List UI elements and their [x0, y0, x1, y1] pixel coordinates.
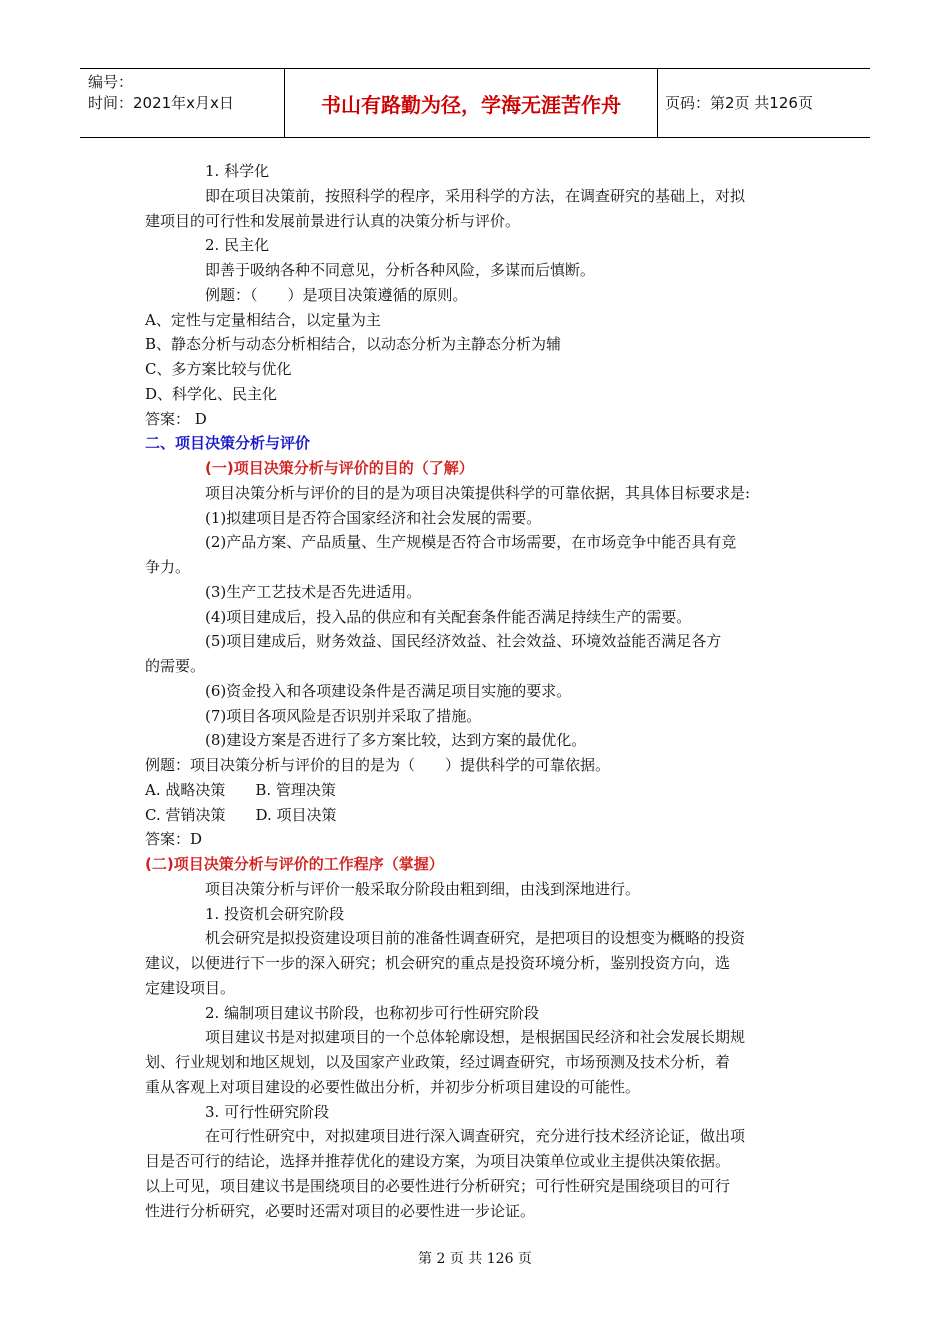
text-line: D、科学化、民主化 — [145, 385, 278, 403]
text-line: 在可行性研究中，对拟建项目进行深入调查研究，充分进行技术经济论证，做出项 — [205, 1127, 746, 1145]
page-header — [80, 68, 870, 138]
text-line: (6)资金投入和各项建设条件是否满足项目实施的要求。 — [205, 682, 572, 700]
text-line: 重从客观上对项目建设的必要性做出分析，并初步分析项目建设的可能性。 — [145, 1078, 641, 1096]
section-heading: (一)项目决策分析与评价的目的（了解） — [205, 459, 474, 477]
text-line: B、静态分析与动态分析相结合，以动态分析为主静态分析为辅 — [145, 335, 562, 353]
date-label: 时间：2021年x月x日 — [88, 94, 234, 112]
header-divider — [284, 69, 285, 137]
text-line: (7)项目各项风险是否识别并采取了措施。 — [205, 707, 482, 725]
text-line: 1. 投资机会研究阶段 — [205, 905, 345, 923]
text-line: 项目建议书是对拟建项目的一个总体轮廓设想，是根据国民经济和社会发展长期规 — [205, 1028, 746, 1046]
text-line: 2. 民主化 — [205, 236, 270, 254]
header-divider — [657, 69, 658, 137]
header-page-number: 页码：第2页 共126页 — [665, 94, 813, 112]
text-line: 例题：（ ）是项目决策遵循的原则。 — [205, 286, 468, 304]
text-line: 以上可见，项目建议书是围绕项目的必要性进行分析研究；可行性研究是围绕项目的可行 — [145, 1177, 731, 1195]
text-line: (5)项目建成后，财务效益、国民经济效益、社会效益、环境效益能否满足各方 — [205, 632, 722, 650]
text-line: 性进行分析研究，必要时还需对项目的必要性进一步论证。 — [145, 1202, 536, 1220]
text-line: 机会研究是拟投资建设项目前的准备性调查研究，是把项目的设想变为概略的投资 — [205, 929, 746, 947]
text-line: 即善于吸纳各种不同意见，分析各种风险，多谋而后慎断。 — [205, 261, 596, 279]
text-line: 答案： D — [145, 410, 207, 428]
text-line: 划、行业规划和地区规划，以及国家产业政策，经过调查研究，市场预测及技术分析，着 — [145, 1053, 731, 1071]
text-line: 项目决策分析与评价一般采取分阶段由粗到细，由浅到深地进行。 — [205, 880, 641, 898]
text-line: 建议，以便进行下一步的深入研究；机会研究的重点是投资环境分析，鉴别投资方向，选 — [145, 954, 731, 972]
text-line: (8)建设方案是否进行了多方案比较，达到方案的最优化。 — [205, 731, 587, 749]
header-meta — [88, 72, 284, 114]
section-heading: 二、项目决策分析与评价 — [145, 434, 311, 452]
text-line: 的需要。 — [145, 657, 206, 675]
header-motto: 书山有路勤为径，学海无涯苦作舟 — [321, 93, 621, 117]
text-line: 例题：项目决策分析与评价的目的是为（ ）提供科学的可靠依据。 — [145, 756, 611, 774]
text-line: (1)拟建项目是否符合国家经济和社会发展的需要。 — [205, 509, 542, 527]
section-heading: (二)项目决策分析与评价的工作程序（掌握） — [145, 855, 444, 873]
text-line: (3)生产工艺技术是否先进适用。 — [205, 583, 422, 601]
text-line: 建项目的可行性和发展前景进行认真的决策分析与评价。 — [145, 212, 521, 230]
code-label: 编号： — [88, 73, 134, 91]
text-line: (2)产品方案、产品质量、生产规模是否符合市场需要，在市场竞争中能否具有竞 — [205, 533, 737, 551]
text-line: C、多方案比较与优化 — [145, 360, 292, 378]
text-line: 定建设项目。 — [145, 979, 236, 997]
page-footer: 第 2 页 共 126 页 — [418, 1251, 532, 1267]
text-line: A、定性与定量相结合，以定量为主 — [145, 311, 381, 329]
text-line: 3. 可行性研究阶段 — [205, 1103, 330, 1121]
text-line: 项目决策分析与评价的目的是为项目决策提供科学的可靠依据，其具体目标要求是: — [205, 484, 751, 502]
text-line: 目是否可行的结论，选择并推荐优化的建设方案，为项目决策单位或业主提供决策依据。 — [145, 1152, 731, 1170]
text-line: 即在项目决策前，按照科学的程序，采用科学的方法，在调查研究的基础上，对拟 — [205, 187, 746, 205]
text-line: 1. 科学化 — [205, 162, 270, 180]
text-line: 答案：D — [145, 830, 203, 848]
text-line: C. 营销决策 D. 项目决策 — [145, 806, 337, 824]
text-line: A. 战略决策 B. 管理决策 — [145, 781, 336, 799]
text-line: (4)项目建成后，投入品的供应和有关配套条件能否满足持续生产的需要。 — [205, 608, 692, 626]
text-line: 争力。 — [145, 558, 191, 576]
text-line: 2. 编制项目建议书阶段，也称初步可行性研究阶段 — [205, 1004, 540, 1022]
